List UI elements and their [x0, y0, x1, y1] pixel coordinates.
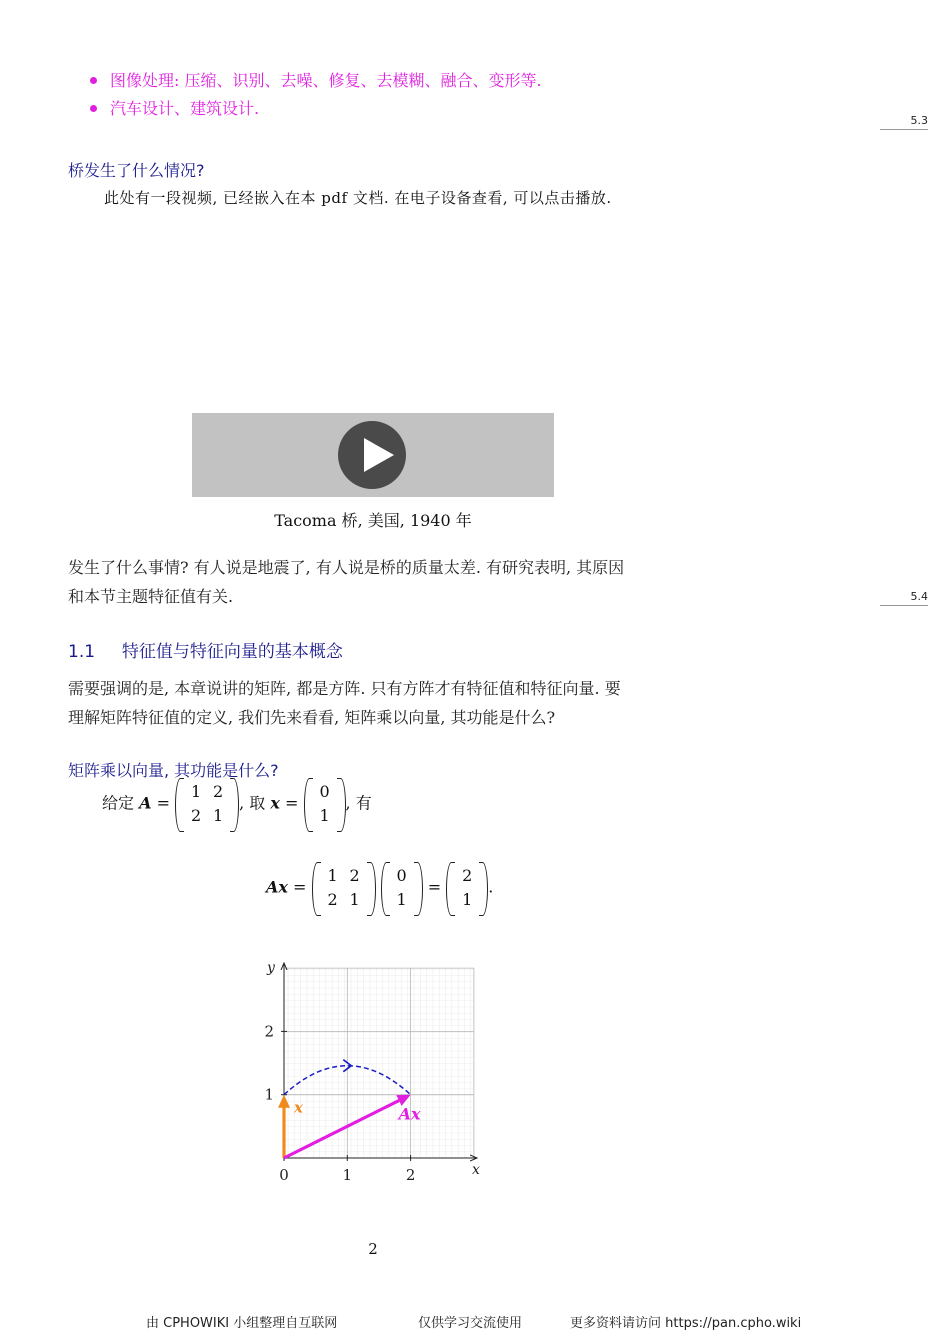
minor-grid: [284, 968, 474, 1158]
right-paren: [230, 778, 239, 832]
left-paren: [381, 862, 390, 916]
bullet-dot: [90, 77, 97, 84]
side-mark-5-4: 5.4: [880, 590, 928, 606]
paragraph-1-line-1: 发生了什么事情? 有人说是地震了, 有人说是桥的质量太差. 有研究表明, 其原因: [68, 558, 625, 577]
period: .: [488, 877, 494, 897]
x-tick-label: 0: [279, 1166, 289, 1184]
footer-usage: 仅供学习交流使用: [418, 1316, 523, 1331]
page-number: 2: [368, 1240, 378, 1258]
right-paren: [337, 778, 346, 832]
video-note: 此处有一段视频, 已经嵌入在本 pdf 文档. 在电子设备查看, 可以点击播放.: [104, 189, 612, 207]
vector-cell: 0: [319, 782, 330, 801]
vector-Ax-label: Ax: [398, 1104, 421, 1124]
paragraph-2: [68, 674, 621, 732]
matrix-cell: 2: [191, 806, 202, 825]
y-axis-label: y: [267, 960, 275, 976]
section-title: 特征值与特征向量的基本概念: [121, 642, 343, 662]
bridge-heading: 桥发生了什么情况?: [68, 161, 205, 180]
matrix-cell: 2: [213, 782, 224, 801]
product-lhs: Ax: [266, 877, 288, 897]
matrix-cell: 1: [191, 782, 202, 801]
vector-x-copy: [381, 864, 423, 912]
vector-plot: [250, 950, 500, 1190]
matrix-cell: 2: [327, 890, 338, 909]
application-list: [90, 68, 542, 124]
right-paren: [367, 862, 376, 916]
play-icon[interactable]: [338, 421, 406, 489]
vector-x-label: x: [294, 1098, 303, 1117]
matrix-A-copy: [312, 864, 376, 912]
x-tick-label: 1: [342, 1166, 353, 1184]
paragraph-1: [68, 553, 624, 611]
paragraph-2-line-1: 需要强调的是, 本章说讲的矩阵, 都是方阵. 只有方阵才有特征值和特征向量. 要: [68, 679, 621, 698]
have-word: , 有: [345, 793, 372, 813]
section-number: 1.1: [68, 642, 96, 662]
equals-sign: =: [427, 877, 442, 897]
x-tick-label: 2: [405, 1166, 416, 1184]
list-item: 汽车设计、建筑设计.: [90, 96, 542, 124]
vector-cell: 2: [462, 866, 473, 885]
equals-sign: =: [156, 793, 171, 813]
equals-sign: =: [285, 793, 299, 813]
vector-cell: 1: [396, 890, 407, 909]
matrix-cell: 1: [213, 806, 224, 825]
list-item: 图像处理: 压缩、识别、去噪、修复、去模糊、融合、变形等.: [90, 68, 542, 96]
y-tick-label: 1: [264, 1085, 274, 1104]
section-heading: [68, 637, 343, 662]
paragraph-1-line-2: 和本节主题特征值有关.: [68, 587, 234, 606]
left-paren: [304, 778, 313, 832]
given-word: 给定: [102, 793, 135, 813]
paragraph-2-line-2: 理解矩阵特征值的定义, 我们先来看看, 矩阵乘以向量, 其功能是什么?: [68, 708, 556, 727]
vector-symbol-x: x: [270, 793, 280, 813]
take-word: , 取: [239, 793, 266, 813]
matrix-A: [175, 780, 239, 828]
video-player[interactable]: [192, 413, 554, 497]
matrix-heading: 矩阵乘以向量, 其功能是什么?: [68, 761, 279, 780]
right-paren: [479, 862, 488, 916]
matrix-symbol-A: A: [139, 793, 152, 813]
vector-cell: 1: [462, 890, 473, 909]
left-paren: [446, 862, 455, 916]
footer-source: 由 CPHOWIKI 小组整理自互联网: [146, 1316, 338, 1331]
left-paren: [312, 862, 321, 916]
equals-sign: =: [293, 877, 307, 897]
y-tick-label: 2: [264, 1022, 274, 1041]
product-equation: [266, 864, 493, 912]
vector-cell: 1: [319, 806, 330, 825]
vector-result: [446, 864, 488, 912]
vector-x: [304, 780, 346, 828]
matrix-cell: 1: [349, 890, 360, 909]
bullet-dot: [90, 105, 97, 112]
vector-cell: 0: [396, 866, 407, 885]
footer-link[interactable]: 更多资料请访问 https://pan.cpho.wiki: [570, 1316, 802, 1331]
x-axis-label: x: [472, 1162, 480, 1178]
video-caption: Tacoma 桥, 美国, 1940 年: [274, 511, 472, 530]
left-paren: [175, 778, 184, 832]
side-mark-5-3: 5.3: [880, 114, 928, 130]
matrix-cell: 2: [349, 866, 360, 885]
given-statement: [102, 780, 372, 828]
right-paren: [414, 862, 423, 916]
matrix-cell: 1: [327, 866, 338, 885]
